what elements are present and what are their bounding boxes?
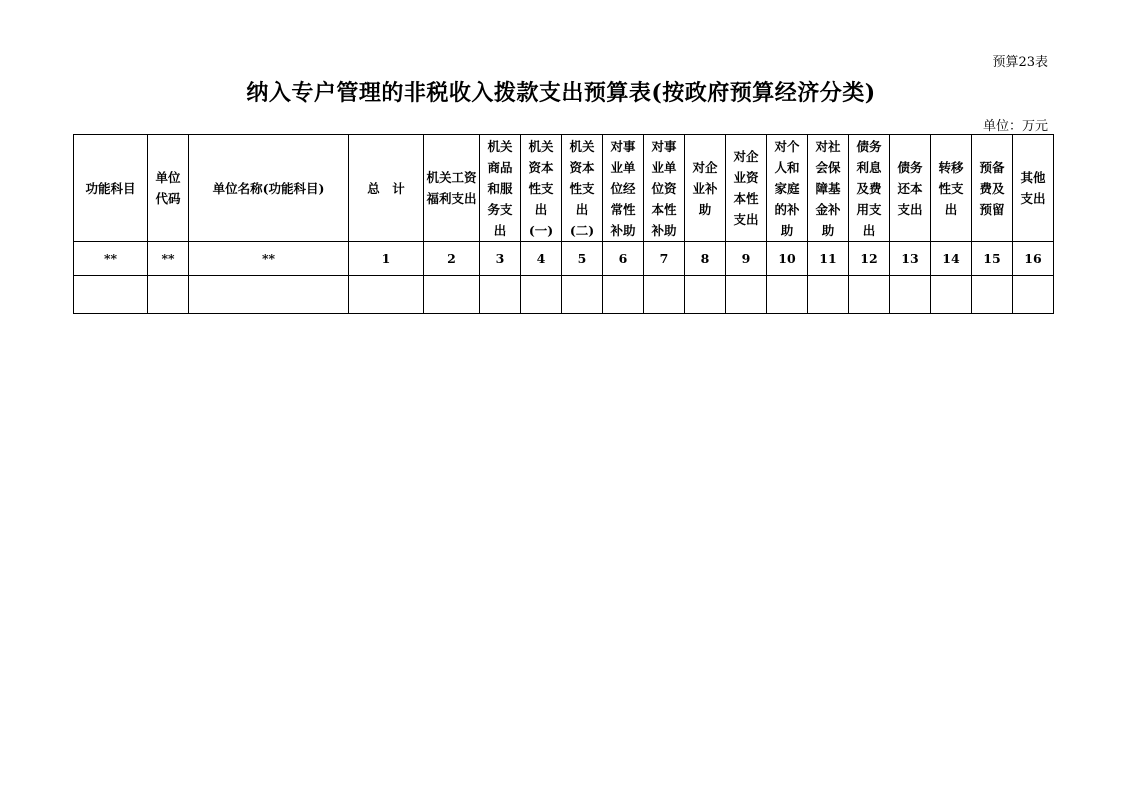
header-label: 机关资本性支出(一) — [528, 138, 554, 238]
data-cell[interactable] — [808, 276, 849, 314]
header-cell — [931, 135, 972, 242]
data-cell[interactable] — [890, 276, 931, 314]
index-cell: 3 — [480, 242, 521, 276]
data-cell[interactable] — [349, 276, 424, 314]
header-cell — [1013, 135, 1054, 242]
header-label: 单位名称(功能科目) — [212, 180, 325, 196]
header-label: 对社会保障基金补助 — [815, 138, 841, 238]
header-label: 对事业单位资本性补助 — [651, 138, 677, 238]
index-cell: 4 — [521, 242, 562, 276]
header-label: 机关商品和服务支出 — [487, 138, 513, 238]
budget-table — [73, 134, 1054, 314]
header-cell — [726, 135, 767, 242]
header-cell — [603, 135, 644, 242]
index-cell: 8 — [685, 242, 726, 276]
data-cell[interactable] — [931, 276, 972, 314]
index-cell: ** — [148, 242, 189, 276]
data-cell[interactable] — [603, 276, 644, 314]
header-label: 债务还本支出 — [897, 159, 923, 217]
data-cell[interactable] — [1013, 276, 1054, 314]
header-label: 对企业补助 — [692, 159, 718, 217]
header-label: 预备费及预留 — [979, 159, 1005, 217]
index-cell: 7 — [644, 242, 685, 276]
header-cell — [521, 135, 562, 242]
index-cell: 12 — [849, 242, 890, 276]
header-cell — [189, 135, 349, 242]
header-label: 对事业单位经常性补助 — [610, 138, 636, 238]
header-label: 单位代码 — [155, 170, 181, 206]
index-cell: 16 — [1013, 242, 1054, 276]
data-cell[interactable] — [644, 276, 685, 314]
header-cell — [972, 135, 1013, 242]
header-label: 对企业资本性支出 — [733, 149, 759, 227]
data-cell[interactable] — [726, 276, 767, 314]
header-label: 其他支出 — [1020, 170, 1046, 206]
data-cell[interactable] — [148, 276, 189, 314]
header-row — [74, 135, 1054, 242]
data-cell[interactable] — [685, 276, 726, 314]
index-cell: 15 — [972, 242, 1013, 276]
header-label: 功能科目 — [85, 180, 136, 196]
header-cell — [685, 135, 726, 242]
index-cell: 10 — [767, 242, 808, 276]
data-cell[interactable] — [767, 276, 808, 314]
data-cell[interactable] — [480, 276, 521, 314]
header-cell — [767, 135, 808, 242]
index-cell: 6 — [603, 242, 644, 276]
header-cell — [349, 135, 424, 242]
header-label: 机关资本性支出(二) — [569, 138, 595, 238]
form-number: 预算23表 — [992, 55, 1048, 70]
index-cell: 13 — [890, 242, 931, 276]
index-cell: ** — [189, 242, 349, 276]
header-cell — [480, 135, 521, 242]
index-cell: 14 — [931, 242, 972, 276]
header-cell — [562, 135, 603, 242]
data-cell[interactable] — [521, 276, 562, 314]
header-label: 转移性支出 — [938, 159, 964, 217]
data-cell[interactable] — [562, 276, 603, 314]
data-cell[interactable] — [849, 276, 890, 314]
index-cell: 5 — [562, 242, 603, 276]
data-cell[interactable] — [972, 276, 1013, 314]
header-cell — [808, 135, 849, 242]
header-label: 债务利息及费用支出 — [856, 138, 882, 238]
data-cell[interactable] — [189, 276, 349, 314]
index-cell: 1 — [349, 242, 424, 276]
index-cell: 9 — [726, 242, 767, 276]
data-cell[interactable] — [424, 276, 480, 314]
header-label: 机关工资福利支出 — [426, 170, 477, 206]
header-label: 对个人和家庭的补助 — [774, 138, 800, 238]
index-row — [74, 242, 1054, 276]
index-cell: 11 — [808, 242, 849, 276]
data-cell[interactable] — [74, 276, 148, 314]
header-cell — [644, 135, 685, 242]
index-cell: ** — [74, 242, 148, 276]
header-cell — [148, 135, 189, 242]
header-label: 总 计 — [367, 180, 405, 196]
header-cell — [424, 135, 480, 242]
header-cell — [74, 135, 148, 242]
unit-label: 单位：万元 — [982, 119, 1048, 134]
header-cell — [849, 135, 890, 242]
page-title: 纳入专户管理的非税收入拨款支出预算表(按政府预算经济分类) — [246, 80, 876, 106]
index-cell: 2 — [424, 242, 480, 276]
header-cell — [890, 135, 931, 242]
empty-data-row — [74, 276, 1054, 314]
